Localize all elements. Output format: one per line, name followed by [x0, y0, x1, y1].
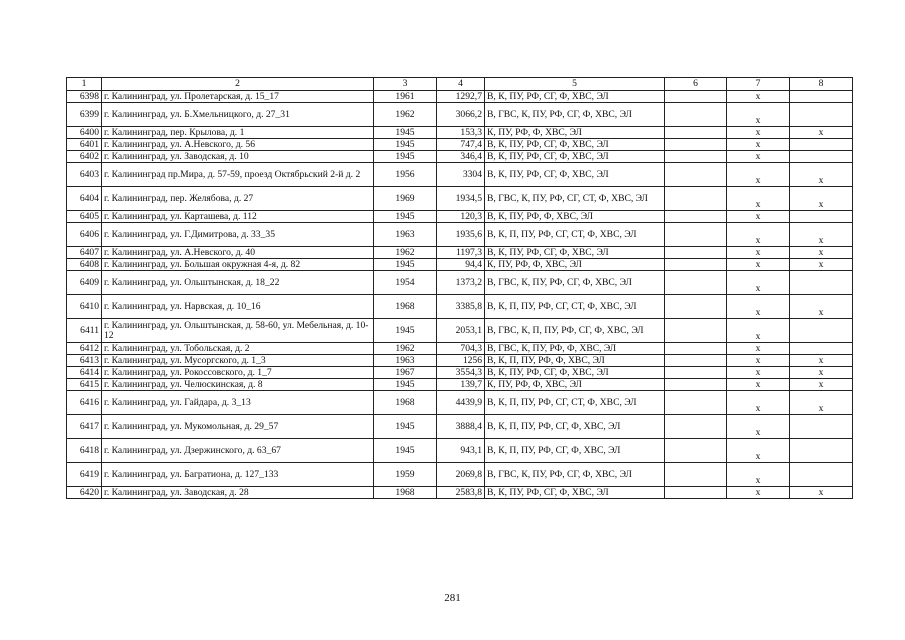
address-cell: г. Калининград, ул. Б.Хмельницкого, д. 27_31 [102, 103, 374, 127]
area-cell: 3066,2 [437, 103, 485, 127]
year-cell: 1967 [374, 367, 437, 379]
col7-mark-cell: x [727, 151, 790, 163]
services-cell: В, ГВС, К, ПУ, РФ, СГ, СТ, Ф, ХВС, ЭЛ [485, 187, 665, 211]
header-cell: 7 [727, 78, 790, 91]
row-id-cell: 6409 [67, 271, 102, 295]
area-cell: 139,7 [437, 379, 485, 391]
row-id-cell: 6400 [67, 127, 102, 139]
area-cell: 704,3 [437, 343, 485, 355]
col7-mark-cell: x [727, 295, 790, 319]
col6-cell [665, 259, 727, 271]
row-id-cell: 6403 [67, 163, 102, 187]
services-cell: В, К, ПУ, РФ, СГ, Ф, ХВС, ЭЛ [485, 91, 665, 103]
services-cell: В, ГВС, К, ПУ, РФ, СГ, Ф, ХВС, ЭЛ [485, 271, 665, 295]
address-cell: г. Калининград, ул. Мукомольная, д. 29_57 [102, 415, 374, 439]
col8-mark-cell: x [790, 391, 853, 415]
col6-cell [665, 379, 727, 391]
col7-mark-cell: x [727, 211, 790, 223]
col8-mark-cell: x [790, 355, 853, 367]
year-cell: 1968 [374, 295, 437, 319]
col8-mark-cell [790, 319, 853, 343]
row-id-cell: 6407 [67, 247, 102, 259]
col8-mark-cell [790, 271, 853, 295]
table-row [67, 391, 853, 415]
area-cell: 94,4 [437, 259, 485, 271]
year-cell: 1959 [374, 463, 437, 487]
services-cell: В, К, ПУ, РФ, СГ, Ф, ХВС, ЭЛ [485, 163, 665, 187]
table-row [67, 211, 853, 223]
col6-cell [665, 487, 727, 499]
address-cell: г. Калининград, ул. Нарвская, д. 10_16 [102, 295, 374, 319]
services-cell: В, ГВС, К, ПУ, РФ, СГ, Ф, ХВС, ЭЛ [485, 103, 665, 127]
row-id-cell: 6418 [67, 439, 102, 463]
year-cell: 1968 [374, 391, 437, 415]
row-id-cell: 6401 [67, 139, 102, 151]
year-cell: 1945 [374, 127, 437, 139]
col8-mark-cell: x [790, 487, 853, 499]
address-cell: г. Калининград, ул. Ольштынская, д. 18_22 [102, 271, 374, 295]
col6-cell [665, 223, 727, 247]
year-cell: 1945 [374, 211, 437, 223]
header-cell: 8 [790, 78, 853, 91]
services-cell: В, К, ПУ, РФ, СГ, Ф, ХВС, ЭЛ [485, 139, 665, 151]
year-cell: 1945 [374, 415, 437, 439]
table-row [67, 151, 853, 163]
address-cell: г. Калининград, ул. Челюскинская, д. 8 [102, 379, 374, 391]
col6-cell [665, 463, 727, 487]
year-cell: 1956 [374, 163, 437, 187]
col6-cell [665, 271, 727, 295]
year-cell: 1945 [374, 151, 437, 163]
year-cell: 1969 [374, 187, 437, 211]
col6-cell [665, 211, 727, 223]
services-cell: В, ГВС, К, ПУ, РФ, Ф, ХВС, ЭЛ [485, 343, 665, 355]
col7-mark-cell: x [727, 343, 790, 355]
area-cell: 2053,1 [437, 319, 485, 343]
area-cell: 346,4 [437, 151, 485, 163]
services-cell: К, ПУ, РФ, Ф, ХВС, ЭЛ [485, 259, 665, 271]
col7-mark-cell: x [727, 391, 790, 415]
row-id-cell: 6406 [67, 223, 102, 247]
year-cell: 1963 [374, 355, 437, 367]
table-row [67, 223, 853, 247]
row-id-cell: 6415 [67, 379, 102, 391]
table-row [67, 163, 853, 187]
col7-mark-cell: x [727, 367, 790, 379]
col7-mark-cell: x [727, 487, 790, 499]
area-cell: 3385,8 [437, 295, 485, 319]
services-cell: В, К, ПУ, РФ, СГ, Ф, ХВС, ЭЛ [485, 247, 665, 259]
area-cell: 1373,2 [437, 271, 485, 295]
col8-mark-cell [790, 343, 853, 355]
col7-mark-cell: x [727, 319, 790, 343]
table-row [67, 103, 853, 127]
col8-mark-cell: x [790, 295, 853, 319]
year-cell: 1954 [374, 271, 437, 295]
year-cell: 1962 [374, 103, 437, 127]
services-cell: В, К, П, ПУ, РФ, СГ, Ф, ХВС, ЭЛ [485, 415, 665, 439]
header-row [67, 78, 853, 91]
header-cell: 1 [67, 78, 102, 91]
area-cell: 1935,6 [437, 223, 485, 247]
col8-mark-cell [790, 139, 853, 151]
table-row [67, 463, 853, 487]
address-cell: г. Калининград, ул. Заводская, д. 28 [102, 487, 374, 499]
col6-cell [665, 295, 727, 319]
col7-mark-cell: x [727, 91, 790, 103]
area-cell: 4439,9 [437, 391, 485, 415]
address-cell: г. Калининград, ул. Заводская, д. 10 [102, 151, 374, 163]
address-cell: г. Калининград, пер. Желябова, д. 27 [102, 187, 374, 211]
col6-cell [665, 319, 727, 343]
header-cell: 2 [102, 78, 374, 91]
area-cell: 1292,7 [437, 91, 485, 103]
col7-mark-cell: x [727, 355, 790, 367]
row-id-cell: 6410 [67, 295, 102, 319]
row-id-cell: 6405 [67, 211, 102, 223]
address-cell: г. Калининград, ул. Багратиона, д. 127_133 [102, 463, 374, 487]
row-id-cell: 6413 [67, 355, 102, 367]
address-cell: г. Калининград, ул. Пролетарская, д. 15_17 [102, 91, 374, 103]
col6-cell [665, 247, 727, 259]
address-cell: г. Калининград, ул. Г.Димитрова, д. 33_35 [102, 223, 374, 247]
col8-mark-cell: x [790, 163, 853, 187]
row-id-cell: 6398 [67, 91, 102, 103]
col7-mark-cell: x [727, 163, 790, 187]
col6-cell [665, 391, 727, 415]
area-cell: 3554,3 [437, 367, 485, 379]
services-cell: В, К, П, ПУ, РФ, СГ, Ф, ХВС, ЭЛ [485, 439, 665, 463]
row-id-cell: 6408 [67, 259, 102, 271]
services-cell: В, К, П, ПУ, РФ, Ф, ХВС, ЭЛ [485, 355, 665, 367]
table-row [67, 187, 853, 211]
col6-cell [665, 103, 727, 127]
area-cell: 153,3 [437, 127, 485, 139]
table-row [67, 127, 853, 139]
col8-mark-cell [790, 439, 853, 463]
col8-mark-cell [790, 151, 853, 163]
col8-mark-cell: x [790, 367, 853, 379]
col7-mark-cell: x [727, 139, 790, 151]
col8-mark-cell [790, 463, 853, 487]
services-cell: В, К, ПУ, РФ, СГ, Ф, ХВС, ЭЛ [485, 151, 665, 163]
col6-cell [665, 163, 727, 187]
header-cell: 6 [665, 78, 727, 91]
col7-mark-cell: x [727, 187, 790, 211]
services-cell: В, К, ПУ, РФ, СГ, Ф, ХВС, ЭЛ [485, 487, 665, 499]
area-cell: 120,3 [437, 211, 485, 223]
address-cell: г. Калининград, ул. Карташева, д. 112 [102, 211, 374, 223]
area-cell: 2069,8 [437, 463, 485, 487]
col7-mark-cell: x [727, 247, 790, 259]
col8-mark-cell: x [790, 187, 853, 211]
col8-mark-cell [790, 415, 853, 439]
col6-cell [665, 415, 727, 439]
col7-mark-cell: x [727, 439, 790, 463]
col6-cell [665, 91, 727, 103]
col8-mark-cell: x [790, 247, 853, 259]
services-cell: В, ГВС, К, П, ПУ, РФ, СГ, Ф, ХВС, ЭЛ [485, 319, 665, 343]
table-row [67, 343, 853, 355]
table-row [67, 367, 853, 379]
col6-cell [665, 343, 727, 355]
col8-mark-cell [790, 91, 853, 103]
row-id-cell: 6411 [67, 319, 102, 343]
col6-cell [665, 127, 727, 139]
table-row [67, 271, 853, 295]
col7-mark-cell: x [727, 127, 790, 139]
area-cell: 747,4 [437, 139, 485, 151]
col8-mark-cell [790, 211, 853, 223]
col8-mark-cell: x [790, 379, 853, 391]
year-cell: 1961 [374, 91, 437, 103]
housing-table [66, 77, 853, 499]
col6-cell [665, 151, 727, 163]
table-row [67, 247, 853, 259]
table-row [67, 295, 853, 319]
services-cell: В, К, П, ПУ, РФ, СГ, СТ, Ф, ХВС, ЭЛ [485, 295, 665, 319]
services-cell: В, К, ПУ, РФ, Ф, ХВС, ЭЛ [485, 211, 665, 223]
table-row [67, 259, 853, 271]
col7-mark-cell: x [727, 271, 790, 295]
area-cell: 1256 [437, 355, 485, 367]
area-cell: 2583,8 [437, 487, 485, 499]
row-id-cell: 6412 [67, 343, 102, 355]
col6-cell [665, 355, 727, 367]
col8-mark-cell [790, 103, 853, 127]
address-cell: г. Калининград, ул. А.Невского, д. 56 [102, 139, 374, 151]
area-cell: 1197,3 [437, 247, 485, 259]
table-row [67, 139, 853, 151]
row-id-cell: 6420 [67, 487, 102, 499]
col7-mark-cell: x [727, 415, 790, 439]
services-cell: В, К, ПУ, РФ, СГ, Ф, ХВС, ЭЛ [485, 367, 665, 379]
col7-mark-cell: x [727, 379, 790, 391]
services-cell: В, К, П, ПУ, РФ, СГ, СТ, Ф, ХВС, ЭЛ [485, 391, 665, 415]
row-id-cell: 6404 [67, 187, 102, 211]
address-cell: г. Калининград, ул. Дзержинского, д. 63_67 [102, 439, 374, 463]
row-id-cell: 6416 [67, 391, 102, 415]
page-number: 281 [444, 592, 461, 604]
row-id-cell: 6419 [67, 463, 102, 487]
services-cell: В, К, П, ПУ, РФ, СГ, СТ, Ф, ХВС, ЭЛ [485, 223, 665, 247]
year-cell: 1945 [374, 139, 437, 151]
year-cell: 1945 [374, 439, 437, 463]
row-id-cell: 6414 [67, 367, 102, 379]
year-cell: 1962 [374, 343, 437, 355]
table-row [67, 487, 853, 499]
header-cell: 5 [485, 78, 665, 91]
row-id-cell: 6417 [67, 415, 102, 439]
header-cell: 4 [437, 78, 485, 91]
address-cell: г. Калининград пр.Мира, д. 57-59, проезд Октябрьский 2-й д. 2 [102, 163, 374, 187]
col6-cell [665, 187, 727, 211]
row-id-cell: 6402 [67, 151, 102, 163]
services-cell: В, ГВС, К, ПУ, РФ, СГ, Ф, ХВС, ЭЛ [485, 463, 665, 487]
address-cell: г. Калининград, ул. Ольштынская, д. 58-60, ул. Мебельная, д. 10-12 [102, 319, 374, 343]
col6-cell [665, 439, 727, 463]
col7-mark-cell: x [727, 103, 790, 127]
area-cell: 3304 [437, 163, 485, 187]
header-cell: 3 [374, 78, 437, 91]
col8-mark-cell: x [790, 127, 853, 139]
col6-cell [665, 139, 727, 151]
area-cell: 3888,4 [437, 415, 485, 439]
col7-mark-cell: x [727, 223, 790, 247]
area-cell: 1934,5 [437, 187, 485, 211]
col7-mark-cell: x [727, 259, 790, 271]
col7-mark-cell: x [727, 463, 790, 487]
address-cell: г. Калининград, ул. Гайдара, д. 3_13 [102, 391, 374, 415]
services-cell: К, ПУ, РФ, Ф, ХВС, ЭЛ [485, 127, 665, 139]
row-id-cell: 6399 [67, 103, 102, 127]
year-cell: 1962 [374, 247, 437, 259]
services-cell: К, ПУ, РФ, Ф, ХВС, ЭЛ [485, 379, 665, 391]
year-cell: 1945 [374, 319, 437, 343]
table-row [67, 319, 853, 343]
year-cell: 1968 [374, 487, 437, 499]
address-cell: г. Калининград, ул. Мусоргского, д. 1_3 [102, 355, 374, 367]
year-cell: 1945 [374, 259, 437, 271]
address-cell: г. Калининград, ул. Большая окружная 4-я, д. 82 [102, 259, 374, 271]
table-row [67, 91, 853, 103]
year-cell: 1963 [374, 223, 437, 247]
address-cell: г. Калининград, ул. Рокоссовского, д. 1_7 [102, 367, 374, 379]
area-cell: 943,1 [437, 439, 485, 463]
col6-cell [665, 367, 727, 379]
table-row [67, 415, 853, 439]
table-row [67, 379, 853, 391]
address-cell: г. Калининград, пер. Крылова, д. 1 [102, 127, 374, 139]
table-row [67, 439, 853, 463]
table-row [67, 355, 853, 367]
col8-mark-cell: x [790, 259, 853, 271]
address-cell: г. Калининград, ул. А.Невского, д. 40 [102, 247, 374, 259]
year-cell: 1945 [374, 379, 437, 391]
col8-mark-cell: x [790, 223, 853, 247]
address-cell: г. Калининград, ул. Тобольская, д. 2 [102, 343, 374, 355]
